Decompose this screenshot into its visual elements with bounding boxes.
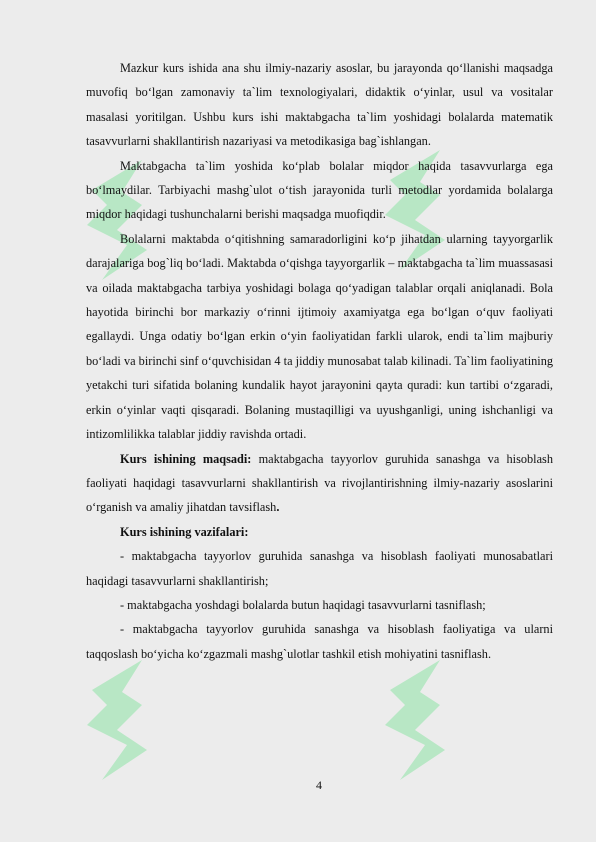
task-item: - maktabgacha tayyorlov guruhida sanashga va hisoblash faoliyati munosabatlari haqidagi tasavvurlarni shakllantirish;	[86, 549, 553, 588]
goal-label: Kurs ishining maqsadi:	[120, 451, 252, 466]
watermark-logo	[370, 650, 460, 790]
task-item: - maktabgacha yoshdagi bolalarda butun haqidagi tasavvurlarni tasniflash;	[120, 597, 486, 612]
tasks-heading: Kurs ishining vazifalari:	[120, 524, 249, 539]
watermark-logo	[72, 650, 162, 790]
document-body	[86, 56, 553, 666]
goal-text: maktabgacha tayyorlov guruhida sanashga va hisoblash faoliyati haqidagi tasavvurlarni shakllantirish va rivojlantirishning ilmiy-nazariy asoslarini o‘rganish va amaliy jihatdan tavsiflash	[86, 451, 553, 515]
goal-end: .	[276, 500, 280, 515]
paragraph-quantity: Maktabgacha ta`lim yoshida ko‘plab bolalar miqdor haqida tasavvurlarga ega bo‘lmaydilar. Tarbiyachi mashg`ulot o‘tish jarayonida turli metodlar yordamida bolalarga miqdor haqidagi tushunchalarni berishi maqsadga muofiqdir.	[86, 158, 553, 222]
paragraph-school-readiness: Bolalarni maktabda o‘qitishning samaradorligini ko‘p jihatdan ularning tayyorgarlik darajalariga bog`liq bo‘ladi. Maktabda o‘qishga tayyorgarlik – maktabgacha ta`lim muassasasi va oilada maktabgacha tarbiya yoshidagi bolaga qo‘yadigan talablar orqali aniqlanadi. Bola hayotida birinchi bor markaziy o‘rinni ijtimoiy axamiyatga ega bo‘lgan o‘quv faoliyati egallaydi. Unga odatiy bo‘lgan erkin o‘yin faoliyatidan farkli ularok, endi ta`lim majburiy bo‘ladi va birinchi sinf o‘quvchisidan 4 ta jiddiy munosabat talab kilinadi. Ta`lim faoliyatining yetakchi turi sifatida bolaning kundalik hayot jarayonini qayta quradi: kun tartibi o‘zgaradi, erkin o‘yinlar vaqti qisqaradi. Bolaning mustaqilligi va uyushganligi, uning ishchanligi va intizomlilikka talablar jiddiy ravishda ortadi.	[86, 231, 553, 442]
page-number: 4	[316, 778, 322, 792]
paragraph-goal	[86, 447, 553, 520]
task-item: - maktabgacha tayyorlov guruhida sanashga va hisoblash faoliyatiga va ularni taqqoslash bo‘yicha ko‘zgazmali mashg`ulotlar tashkil etish mohiyatini tasniflash.	[86, 622, 553, 661]
paragraph-intro: Mazkur kurs ishida ana shu ilmiy-nazariy asoslar, bu jarayonda qo‘llanishi maqsadga muvofiq bo‘lgan zamonaviy ta`lim texnologiyalari, didaktik o‘yinlar, usul va vositalar masalasi yoritilgan. Ushbu kurs ishi maktabgacha ta`lim yoshidagi bolalarda matematik tasavvurlarni shakllantirish nazariyasi va metodikasiga bag`ishlangan.	[86, 61, 553, 149]
